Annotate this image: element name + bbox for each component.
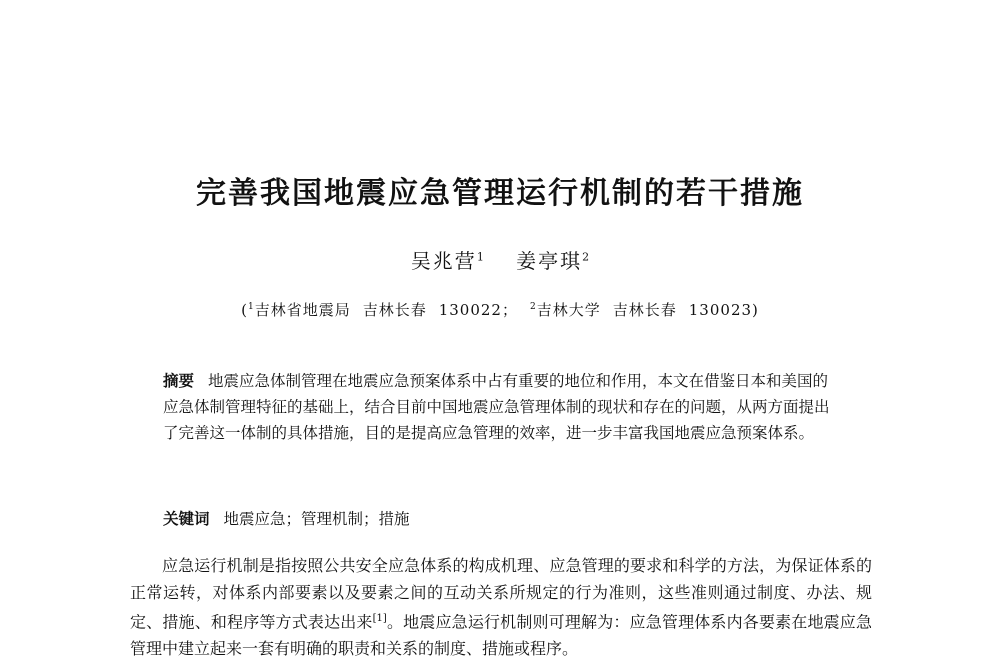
affiliation-open-paren: ( [241,301,248,319]
author [516,245,589,274]
paper-title: 完善我国地震应急管理运行机制的若干措施 [196,176,804,211]
affiliation-postcode: 130023 [688,301,753,319]
keywords-label: 关键词 [163,509,210,528]
abstract [163,368,843,446]
abstract-label: 摘要 [163,371,195,390]
author-list [0,245,1000,274]
author-name: 吴兆营 [410,249,477,273]
author-affiliation-mark: 1 [476,250,484,264]
affiliation-org: 吉林大学 [536,301,601,319]
affiliation-separator: ； [501,301,518,319]
affiliation-city: 吉林长春 [362,301,427,319]
body-text [130,553,872,662]
affiliation-close-paren: ) [752,301,759,319]
body-paragraph [130,553,872,662]
affiliation-mark: 2 [530,302,537,312]
author [411,245,484,274]
affiliation-city: 吉林长春 [612,301,677,319]
citation-ref: [1] [372,613,387,624]
affiliation-postcode: 130022 [438,301,502,319]
affiliation-mark: 1 [247,302,255,312]
keywords-text: 地震应急；管理机制；措施 [223,510,410,528]
author-name: 姜亭琪 [516,249,583,273]
body-text-segment: 应急运行机制是指按照公共安全应急体系的构成机理、应急管理的要求和科学的方法，为保证体系的正常运转，对体系内部要素以及要素之间的互动关系所规定的行为准则，这些准则通过制度、办法、规定、措施、和程序等方式表达出来 [130,556,872,632]
affiliations [0,299,1000,320]
affiliation-org: 吉林省地震局 [254,301,351,319]
keywords [163,507,843,531]
abstract-text: 地震应急体制管理在地震应急预案体系中占有重要的地位和作用，本文在借鉴日本和美国的应急体制管理特征的基础上，结合目前中国地震应急管理体制的现状和存在的问题，从两方面提出了完善这一体制的具体措施，目的是提高应急管理的效率，进一步丰富我国地震应急预案体系。 [163,372,830,442]
body-text-segment: 。地震应急运行机制则可理解为：应急管理体系内各要素在地震应急管理中建立起来一套有明确的职责和关系的制度、措施或程序。 [130,612,872,658]
author-affiliation-mark: 2 [582,250,590,264]
